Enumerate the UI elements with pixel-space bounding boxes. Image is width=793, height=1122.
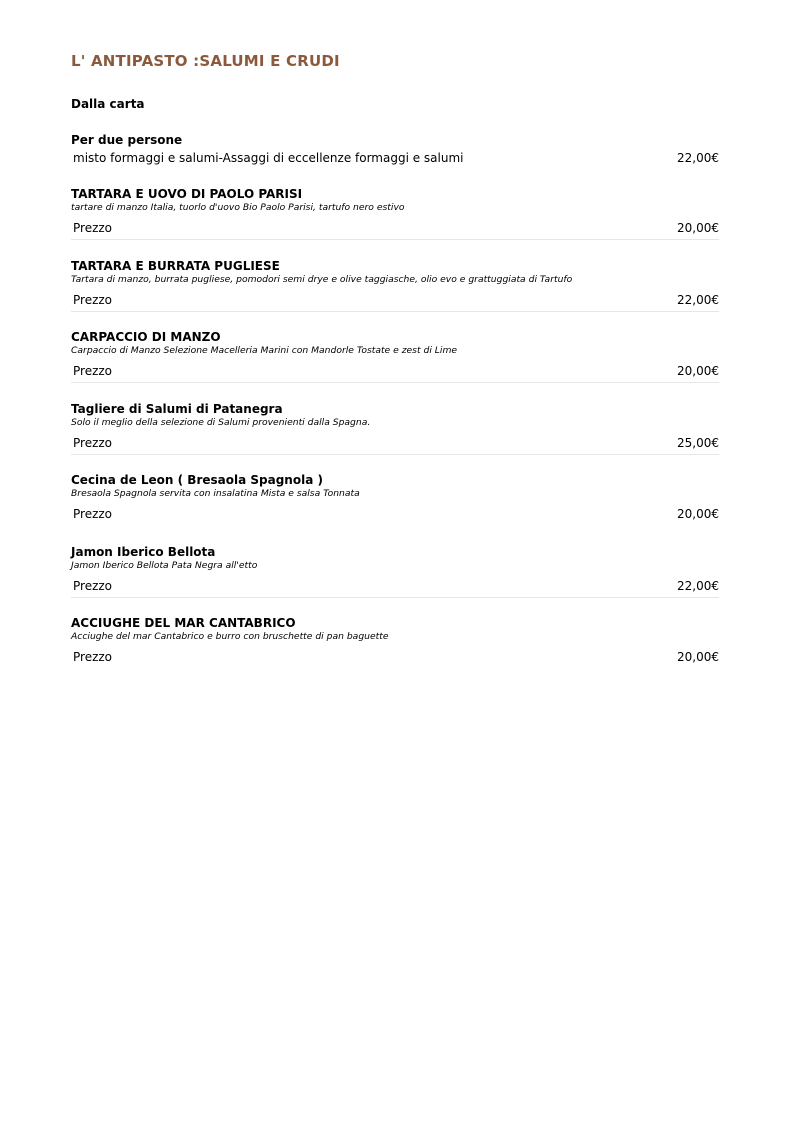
menu-item <box>71 473 719 525</box>
menu-title: L' ANTIPASTO :SALUMI E CRUDI <box>71 52 340 70</box>
item-price: 22,00€ <box>677 579 719 593</box>
item-price: 20,00€ <box>677 650 719 664</box>
price-row <box>71 579 719 598</box>
item-name: ACCIUGHE DEL MAR CANTABRICO <box>71 616 296 630</box>
price-row <box>71 151 719 169</box>
item-name: TARTARA E UOVO DI PAOLO PARISI <box>71 187 303 201</box>
menu-item <box>71 402 719 455</box>
item-row-label: misto formaggi e salumi-Assaggi di eccellenze formaggi e salumi <box>73 151 464 165</box>
item-price: 20,00€ <box>677 364 719 378</box>
price-row <box>71 507 719 525</box>
item-row-label: Prezzo <box>73 293 113 307</box>
item-description: Acciughe del mar Cantabrico e burro con bruschette di pan baguette <box>71 631 389 642</box>
menu-item <box>71 187 719 240</box>
item-name: Per due persone <box>71 133 183 147</box>
item-description: tartare di manzo Italia, tuorlo d'uovo Bio Paolo Parisi, tartufo nero estivo <box>71 202 405 213</box>
item-price: 20,00€ <box>677 221 719 235</box>
item-description: Solo il meglio della selezione di Salumi provenienti dalla Spagna. <box>71 417 371 428</box>
menu-item <box>71 259 719 312</box>
item-price: 25,00€ <box>677 436 719 450</box>
item-row-label: Prezzo <box>73 436 113 450</box>
menu-item <box>71 133 719 169</box>
item-row-label: Prezzo <box>73 364 113 378</box>
menu-item <box>71 545 719 598</box>
item-name: TARTARA E BURRATA PUGLIESE <box>71 259 280 273</box>
section-label: Dalla carta <box>71 97 145 111</box>
item-price: 20,00€ <box>677 507 719 521</box>
price-row <box>71 364 719 383</box>
item-name: Cecina de Leon ( Bresaola Spagnola ) <box>71 473 323 487</box>
item-row-label: Prezzo <box>73 650 113 664</box>
item-name: Tagliere di Salumi di Patanegra <box>71 402 283 416</box>
item-price: 22,00€ <box>677 293 719 307</box>
price-row <box>71 650 719 668</box>
item-description: Bresaola Spagnola servita con insalatina Mista e salsa Tonnata <box>71 488 360 499</box>
item-name: CARPACCIO DI MANZO <box>71 330 221 344</box>
menu-item <box>71 330 719 383</box>
price-row <box>71 293 719 312</box>
item-description: Carpaccio di Manzo Selezione Macelleria Marini con Mandorle Tostate e zest di Lime <box>71 345 458 356</box>
item-description: Tartara di manzo, burrata pugliese, pomodori semi drye e olive taggiasche, olio evo e grattuggiata di Tartufo <box>71 274 573 285</box>
item-row-label: Prezzo <box>73 221 113 235</box>
item-price: 22,00€ <box>677 151 719 165</box>
price-row <box>71 436 719 455</box>
item-name: Jamon Iberico Bellota <box>71 545 216 559</box>
item-row-label: Prezzo <box>73 507 113 521</box>
price-row <box>71 221 719 240</box>
menu-item <box>71 616 719 668</box>
item-description: Jamon Iberico Bellota Pata Negra all'etto <box>71 560 258 571</box>
item-row-label: Prezzo <box>73 579 113 593</box>
